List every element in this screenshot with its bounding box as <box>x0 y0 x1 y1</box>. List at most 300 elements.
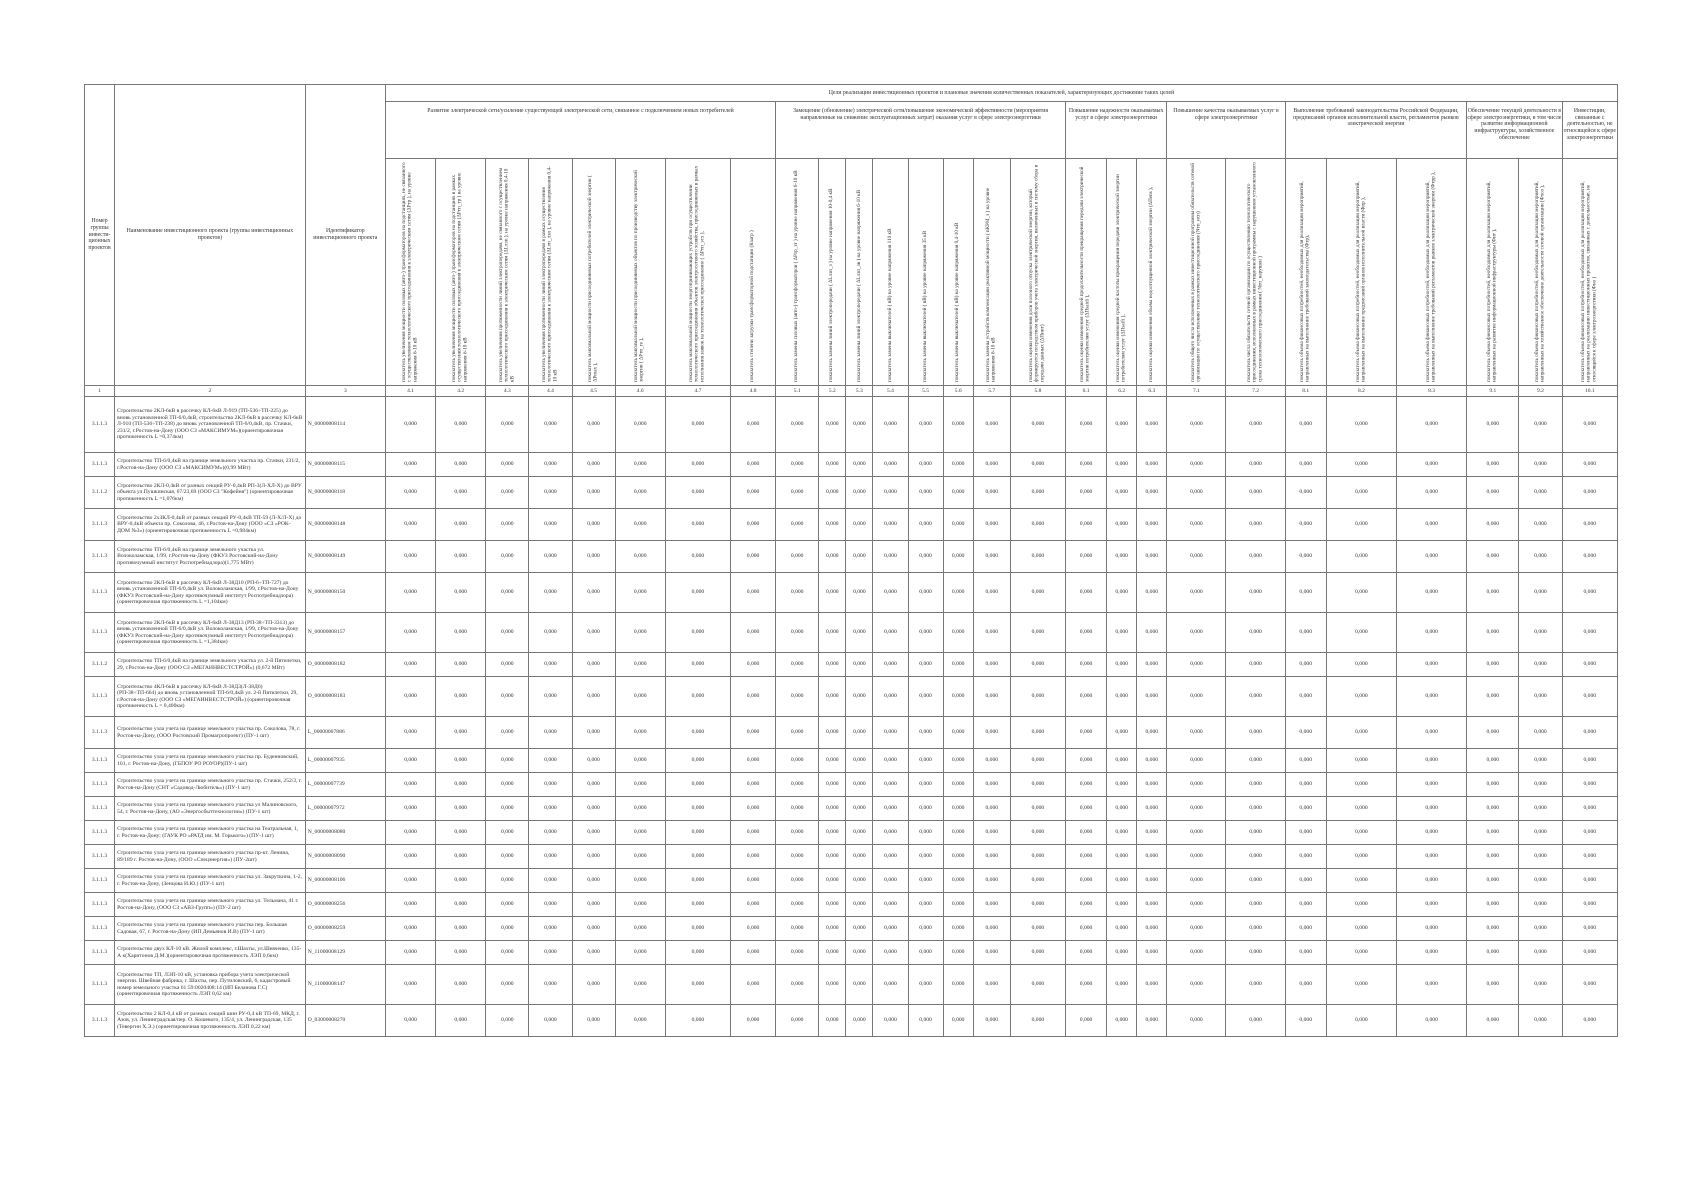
row-indicator-value: 0,000 <box>1562 573 1618 613</box>
row-project-id: L_00000007886 <box>305 717 385 749</box>
column-number: 8.3 <box>1397 386 1467 397</box>
column-number: 5.7 <box>973 386 1010 397</box>
row-project-name: Строительство ТП, ЛЭП-10 кВ, установка прибора учета электрической энергии. Швейная фабрика, г. Шахты, пер. Путиловский, 6, кадастровый номер земельного участка 61:59:0020408:14 (ИП Беланова Г.С)(ориентировочная протяженность ЛЭП 0,62 км) <box>115 965 306 1005</box>
row-indicator-value: 0,000 <box>1326 869 1396 893</box>
row-indicator-value: 0,000 <box>1010 821 1065 845</box>
row-indicator-value: 0,000 <box>1397 453 1467 477</box>
row-indicator-value: 0,000 <box>1167 613 1226 653</box>
row-indicator-value: 0,000 <box>1326 453 1396 477</box>
row-project-name: Строительство 2хЗКЛ-0,4кВ от разных секций РУ-0,4кВ ТП-59 (Л-Х/Л-Х) до ВРУ-0,4кВ объекта пр. Соколова, 46, г.Ростов-на-Дону (ООО «СЗ «РОК-ДОМ №3») (ориентировочная протяженность L =0,984км) <box>115 509 306 541</box>
row-indicator-value: 0,000 <box>615 573 665 613</box>
row-indicator-value: 0,000 <box>1326 893 1396 917</box>
row-indicator-value: 0,000 <box>1010 893 1065 917</box>
row-indicator-value: 0,000 <box>1397 821 1467 845</box>
row-indicator-value: 0,000 <box>615 773 665 797</box>
row-indicator-value: 0,000 <box>1137 613 1167 653</box>
row-indicator-value: 0,000 <box>1066 677 1107 717</box>
header-indicator <box>1285 159 1326 386</box>
row-indicator-value: 0,000 <box>1562 397 1618 453</box>
row-indicator-value: 0,000 <box>908 821 943 845</box>
column-number: 8.2 <box>1326 386 1396 397</box>
row-indicator-value: 0,000 <box>908 1005 943 1037</box>
row-indicator-value: 0,000 <box>819 397 846 453</box>
row-indicator-value: 0,000 <box>730 509 775 541</box>
row-project-name: Строительство 2КЛ-6кВ в рассечку КЛ-6кВ Л-38Д10 (РП-6÷ТП-727) до вновь установленной ТП-6/0,4кВ ул. Волоколамская, 1/99, г.Ростов-на-Дону (ФКУЗ Ростовский-на-Дону противочумный институт Роспотребнадзора) (ориентировочная протяженность L =1,104км) <box>115 573 306 613</box>
header-indicator <box>1066 159 1107 386</box>
row-indicator-value: 0,000 <box>1167 917 1226 941</box>
row-indicator-value: 0,000 <box>1562 1005 1618 1037</box>
row-indicator-value: 0,000 <box>1137 821 1167 845</box>
row-indicator-value: 0,000 <box>873 653 908 677</box>
row-indicator-value: 0,000 <box>486 509 529 541</box>
header-indicator <box>908 159 943 386</box>
row-indicator-value: 0,000 <box>819 749 846 773</box>
row-indicator-value: 0,000 <box>819 573 846 613</box>
row-indicator-value: 0,000 <box>1107 1005 1137 1037</box>
row-indicator-value: 0,000 <box>529 613 572 653</box>
row-project-name: Строительство узла учета на границе земельного участка пр. Стачки, 252/2, г. Ростов-на-Дону (СНТ «Садовод-Любитель») (ПУ-1 шт) <box>115 773 306 797</box>
row-indicator-value: 0,000 <box>730 573 775 613</box>
row-project-name: Строительство двух КЛ-10 кВ. Жилой комплекс, г.Шахты, ул.Шевченко, 135-А к(Харитонов Д.М.)(ориентировочная протяженность ЛЭП 0,6км) <box>115 941 306 965</box>
row-project-name: Строительство 2КЛ-0,4кВ от разных секций РУ-0,4кВ РП-3(Л-ХЛ-X) до ВРУ объекта ул.Пушкинская, 67/23,69 (ООО СЗ "Кофейня") (ориентировочная протяженность L =1,076км) <box>115 477 306 509</box>
row-indicator-value: 0,000 <box>1066 397 1107 453</box>
row-indicator-value: 0,000 <box>943 453 973 477</box>
row-indicator-value: 0,000 <box>1107 821 1137 845</box>
row-indicator-value: 0,000 <box>1562 509 1618 541</box>
row-indicator-value: 0,000 <box>1519 893 1562 917</box>
row-indicator-value: 0,000 <box>730 893 775 917</box>
row-indicator-value: 0,000 <box>486 477 529 509</box>
row-indicator-value: 0,000 <box>908 917 943 941</box>
row-indicator-value: 0,000 <box>1562 677 1618 717</box>
row-indicator-value: 0,000 <box>873 893 908 917</box>
row-indicator-value: 0,000 <box>819 941 846 965</box>
row-indicator-value: 0,000 <box>908 477 943 509</box>
row-indicator-value: 0,000 <box>486 1005 529 1037</box>
row-indicator-value: 0,000 <box>385 749 435 773</box>
row-indicator-value: 0,000 <box>973 917 1010 941</box>
row-indicator-value: 0,000 <box>1397 653 1467 677</box>
row-indicator-value: 0,000 <box>908 717 943 749</box>
header-group: Выполнение требований законодательства Российской Федерации, предписаний органов исполнительной власти, регламентов рынков электрической энергии <box>1285 102 1467 159</box>
column-number: 2 <box>115 386 306 397</box>
table-row <box>85 749 1618 773</box>
row-indicator-value: 0,000 <box>572 613 615 653</box>
row-indicator-value: 0,000 <box>1167 1005 1226 1037</box>
row-indicator-value: 0,000 <box>1562 773 1618 797</box>
row-indicator-value: 0,000 <box>776 717 819 749</box>
row-indicator-value: 0,000 <box>846 509 873 541</box>
row-indicator-value: 0,000 <box>1326 677 1396 717</box>
row-indicator-value: 0,000 <box>1167 477 1226 509</box>
row-indicator-value: 0,000 <box>1010 917 1065 941</box>
row-indicator-value: 0,000 <box>1519 573 1562 613</box>
row-indicator-value: 0,000 <box>846 1005 873 1037</box>
row-indicator-value: 0,000 <box>615 821 665 845</box>
row-indicator-value: 0,000 <box>572 821 615 845</box>
header-indicator <box>1137 159 1167 386</box>
row-indicator-value: 0,000 <box>1226 541 1285 573</box>
row-indicator-value: 0,000 <box>943 541 973 573</box>
row-indicator-value: 0,000 <box>1397 509 1467 541</box>
table-row <box>85 613 1618 653</box>
row-indicator-value: 0,000 <box>1467 677 1519 717</box>
row-indicator-value: 0,000 <box>1167 941 1226 965</box>
row-group-number: 3.1.1.3 <box>85 677 115 717</box>
row-indicator-value: 0,000 <box>572 749 615 773</box>
row-indicator-value: 0,000 <box>1010 717 1065 749</box>
table-row <box>85 773 1618 797</box>
row-indicator-value: 0,000 <box>1107 845 1137 869</box>
row-indicator-value: 0,000 <box>1167 965 1226 1005</box>
row-indicator-value: 0,000 <box>873 613 908 653</box>
row-indicator-value: 0,000 <box>572 677 615 717</box>
row-indicator-value: 0,000 <box>873 677 908 717</box>
row-indicator-value: 0,000 <box>973 773 1010 797</box>
table-row <box>85 453 1618 477</box>
row-indicator-value: 0,000 <box>943 477 973 509</box>
header-indicator-label: показатель числа обязательств сетевой организации по осуществлению технологического присоединения, исполненных в рамках инвестиционной программы с нарушением установленного срока технологического присоединения ( Nтп_нарушен ) <box>1245 162 1264 382</box>
row-indicator-value: 0,000 <box>436 917 486 941</box>
row-indicator-value: 0,000 <box>776 869 819 893</box>
row-indicator-value: 0,000 <box>615 749 665 773</box>
row-indicator-value: 0,000 <box>665 397 730 453</box>
row-indicator-value: 0,000 <box>846 917 873 941</box>
row-indicator-value: 0,000 <box>943 773 973 797</box>
row-indicator-value: 0,000 <box>908 653 943 677</box>
row-indicator-value: 0,000 <box>1285 773 1326 797</box>
header-indicator <box>1107 159 1137 386</box>
row-project-name: Строительство узла учета на границе земельного участка пер. Большая Садовая, 67, г. Ростов-на-Дону (ИП Демьянов И.В) (ПУ-1 шт) <box>115 917 306 941</box>
column-number: 3 <box>305 386 385 397</box>
table-row <box>85 869 1618 893</box>
row-indicator-value: 0,000 <box>486 845 529 869</box>
row-indicator-value: 0,000 <box>1326 509 1396 541</box>
row-indicator-value: 0,000 <box>1010 797 1065 821</box>
row-indicator-value: 0,000 <box>1137 941 1167 965</box>
row-indicator-value: 0,000 <box>846 845 873 869</box>
row-indicator-value: 0,000 <box>730 1005 775 1037</box>
column-number: 5.3 <box>846 386 873 397</box>
header-project-name: Наименование инвестиционного проекта (группы инвестиционных проектов) <box>115 85 306 386</box>
row-indicator-value: 0,000 <box>1137 917 1167 941</box>
table-row <box>85 541 1618 573</box>
row-indicator-value: 0,000 <box>385 821 435 845</box>
row-indicator-value: 0,000 <box>1167 845 1226 869</box>
row-indicator-value: 0,000 <box>776 965 819 1005</box>
row-indicator-value: 0,000 <box>943 613 973 653</box>
row-indicator-value: 0,000 <box>908 397 943 453</box>
row-group-number: 3.1.1.3 <box>85 917 115 941</box>
row-indicator-value: 0,000 <box>615 477 665 509</box>
row-indicator-value: 0,000 <box>730 749 775 773</box>
row-indicator-value: 0,000 <box>1467 477 1519 509</box>
column-number-row <box>85 386 1618 397</box>
row-project-name: Строительство 2КЛ-6кВ в рассечку КЛ-6кВ Л-919 (ТП-536÷ТП-225) до вновь установленной ТП-6/0,4кВ, строительство 2КЛ-6кВ в рассечку КЛ-6кВ Л-910 (ТП-536÷ТП-238) до вновь установленной ТП-6/0,4кВ, пр. Стачки, 231/2, г.Ростов-на-Дону (ООО СЗ «МАКСИМУМ»)(ориентировочная протяженность L =0,374км) <box>115 397 306 453</box>
row-indicator-value: 0,000 <box>1167 509 1226 541</box>
row-project-id: L_00000007935 <box>305 749 385 773</box>
column-number: 4.8 <box>730 386 775 397</box>
row-indicator-value: 0,000 <box>776 749 819 773</box>
header-indicator-label: показатель увеличения протяженности линий электропередачи в рамках осуществления технологического присоединения к электрическим сетям (ΔLтп_лэп ), на уровне напряжения 0,4-10 кВ <box>540 166 559 382</box>
row-indicator-value: 0,000 <box>908 677 943 717</box>
header-indicator-label: показатель увеличения мощности силовых (авто-) трансформаторов на подстанциях в рамках осуществления технологического присоединения к электрическим сетям (ΔPтп_тр ) на уровне напряжения 6-10 кВ <box>451 172 469 382</box>
row-indicator-value: 0,000 <box>1066 773 1107 797</box>
row-indicator-value: 0,000 <box>1467 509 1519 541</box>
row-indicator-value: 0,000 <box>730 677 775 717</box>
row-indicator-value: 0,000 <box>943 677 973 717</box>
row-group-number: 3.1.1.3 <box>85 869 115 893</box>
row-indicator-value: 0,000 <box>776 917 819 941</box>
row-indicator-value: 0,000 <box>1010 573 1065 613</box>
row-indicator-value: 0,000 <box>1226 869 1285 893</box>
row-indicator-value: 0,000 <box>776 893 819 917</box>
row-indicator-value: 0,000 <box>1326 653 1396 677</box>
row-indicator-value: 0,000 <box>819 541 846 573</box>
row-indicator-value: 0,000 <box>1285 397 1326 453</box>
header-indicator <box>730 159 775 386</box>
row-indicator-value: 0,000 <box>1285 917 1326 941</box>
row-indicator-value: 0,000 <box>973 397 1010 453</box>
row-indicator-value: 0,000 <box>1467 965 1519 1005</box>
row-indicator-value: 0,000 <box>1066 653 1107 677</box>
column-number: 5.6 <box>943 386 973 397</box>
row-indicator-value: 0,000 <box>385 917 435 941</box>
row-indicator-value: 0,000 <box>1562 869 1618 893</box>
row-indicator-value: 0,000 <box>385 893 435 917</box>
row-indicator-value: 0,000 <box>572 1005 615 1037</box>
row-indicator-value: 0,000 <box>908 797 943 821</box>
row-indicator-value: 0,000 <box>1066 453 1107 477</box>
column-number: 10.1 <box>1562 386 1618 397</box>
row-group-number: 3.1.1.3 <box>85 773 115 797</box>
row-indicator-value: 0,000 <box>973 613 1010 653</box>
row-indicator-value: 0,000 <box>1107 541 1137 573</box>
header-indicator-label: показатель замены устройств компенсации реактивной мощности ( nКРМ_з ) на уровне напряжения 6-10 кВ <box>985 187 997 382</box>
row-indicator-value: 0,000 <box>572 397 615 453</box>
row-indicator-value: 0,000 <box>436 653 486 677</box>
row-indicator-value: 0,000 <box>776 453 819 477</box>
row-indicator-value: 0,000 <box>819 717 846 749</box>
row-indicator-value: 0,000 <box>529 1005 572 1037</box>
row-indicator-value: 0,000 <box>1397 773 1467 797</box>
row-indicator-value: 0,000 <box>1397 717 1467 749</box>
row-indicator-value: 0,000 <box>1285 509 1326 541</box>
row-indicator-value: 0,000 <box>529 797 572 821</box>
row-indicator-value: 0,000 <box>486 613 529 653</box>
row-project-name: Строительство узла учета на границе земельного участка пр. Буденновский, 101, г. Ростов-на-Дону, (ГБПОУ РО РОУОР)(ПУ-1 шт) <box>115 749 306 773</box>
row-indicator-value: 0,000 <box>1107 941 1137 965</box>
row-indicator-value: 0,000 <box>776 613 819 653</box>
row-project-id: O_00000008183 <box>305 677 385 717</box>
table-row <box>85 893 1618 917</box>
table-row <box>85 821 1618 845</box>
row-indicator-value: 0,000 <box>665 773 730 797</box>
row-indicator-value: 0,000 <box>776 821 819 845</box>
row-indicator-value: 0,000 <box>665 1005 730 1037</box>
row-indicator-value: 0,000 <box>1226 477 1285 509</box>
row-group-number: 3.1.1.3 <box>85 717 115 749</box>
header-indicator-label: показатель увеличения мощности силовых (авто-) трансформаторов на подстанциях, не связанного с осуществлением технологического присоединения к электрическим сетям (ΔPтр ), на уровне напряжения 6-10 кВ <box>400 162 419 382</box>
row-indicator-value: 0,000 <box>943 509 973 541</box>
row-indicator-value: 0,000 <box>1397 893 1467 917</box>
row-indicator-value: 0,000 <box>385 477 435 509</box>
row-indicator-value: 0,000 <box>1107 397 1137 453</box>
row-indicator-value: 0,000 <box>665 941 730 965</box>
row-indicator-value: 0,000 <box>1285 797 1326 821</box>
row-indicator-value: 0,000 <box>615 965 665 1005</box>
row-indicator-value: 0,000 <box>1066 509 1107 541</box>
row-indicator-value: 0,000 <box>615 869 665 893</box>
row-indicator-value: 0,000 <box>436 965 486 1005</box>
row-indicator-value: 0,000 <box>1226 653 1285 677</box>
row-indicator-value: 0,000 <box>1326 821 1396 845</box>
row-indicator-value: 0,000 <box>665 541 730 573</box>
row-indicator-value: 0,000 <box>1519 613 1562 653</box>
column-number: 6.3 <box>1137 386 1167 397</box>
row-indicator-value: 0,000 <box>665 917 730 941</box>
row-indicator-value: 0,000 <box>1107 509 1137 541</box>
row-indicator-value: 0,000 <box>1519 477 1562 509</box>
row-indicator-value: 0,000 <box>1226 845 1285 869</box>
header-indicator <box>486 159 529 386</box>
row-indicator-value: 0,000 <box>1467 453 1519 477</box>
row-indicator-value: 0,000 <box>846 477 873 509</box>
row-indicator-value: 0,000 <box>529 453 572 477</box>
row-indicator-value: 0,000 <box>1285 749 1326 773</box>
row-indicator-value: 0,000 <box>730 845 775 869</box>
header-indicator-label: показатель максимальной мощности энергопринимающих устройств при осуществлении технологического присоединения объектов электросетевого хозяйства, присоединяемых в рамках исполнения заявок на технологическое присоединение ( ΔPтп_эсх ), <box>688 165 706 382</box>
row-group-number: 3.1.1.3 <box>85 453 115 477</box>
row-indicator-value: 0,000 <box>1467 1005 1519 1037</box>
row-indicator-value: 0,000 <box>1226 717 1285 749</box>
table-row <box>85 477 1618 509</box>
row-indicator-value: 0,000 <box>665 653 730 677</box>
row-indicator-value: 0,000 <box>1226 749 1285 773</box>
row-indicator-value: 0,000 <box>873 773 908 797</box>
row-indicator-value: 0,000 <box>615 613 665 653</box>
row-indicator-value: 0,000 <box>1562 821 1618 845</box>
row-indicator-value: 0,000 <box>1519 509 1562 541</box>
row-indicator-value: 0,000 <box>1285 613 1326 653</box>
row-indicator-value: 0,000 <box>846 797 873 821</box>
row-indicator-value: 0,000 <box>1010 613 1065 653</box>
row-indicator-value: 0,000 <box>486 965 529 1005</box>
row-indicator-value: 0,000 <box>1137 653 1167 677</box>
row-indicator-value: 0,000 <box>1107 613 1137 653</box>
row-indicator-value: 0,000 <box>1562 541 1618 573</box>
row-indicator-value: 0,000 <box>572 653 615 677</box>
row-indicator-value: 0,000 <box>1066 821 1107 845</box>
table-row <box>85 917 1618 941</box>
row-indicator-value: 0,000 <box>776 541 819 573</box>
row-indicator-value: 0,000 <box>385 541 435 573</box>
row-indicator-value: 0,000 <box>529 773 572 797</box>
header-indicator <box>846 159 873 386</box>
row-indicator-value: 0,000 <box>385 797 435 821</box>
row-indicator-value: 0,000 <box>1562 613 1618 653</box>
row-indicator-value: 0,000 <box>1285 965 1326 1005</box>
row-indicator-value: 0,000 <box>873 1005 908 1037</box>
row-indicator-value: 0,000 <box>1167 717 1226 749</box>
header-indicator-label: показатель замены силовых (авто-) трансформаторов ( ΔPтр_зт ) на уровне напряжения 6-10 кВ <box>793 170 800 382</box>
row-indicator-value: 0,000 <box>943 653 973 677</box>
row-indicator-value: 0,000 <box>943 397 973 453</box>
header-project-id: Идентификатор инвестиционного проекта <box>305 85 385 386</box>
row-indicator-value: 0,000 <box>436 397 486 453</box>
row-indicator-value: 0,000 <box>776 397 819 453</box>
row-indicator-value: 0,000 <box>1467 717 1519 749</box>
row-indicator-value: 0,000 <box>1226 573 1285 613</box>
row-indicator-value: 0,000 <box>873 917 908 941</box>
header-indicator <box>1326 159 1396 386</box>
row-indicator-value: 0,000 <box>1167 797 1226 821</box>
row-indicator-value: 0,000 <box>1066 845 1107 869</box>
row-indicator-value: 0,000 <box>1519 717 1562 749</box>
row-indicator-value: 0,000 <box>1137 1005 1167 1037</box>
row-indicator-value: 0,000 <box>665 613 730 653</box>
row-indicator-value: 0,000 <box>665 797 730 821</box>
table-row <box>85 845 1618 869</box>
row-indicator-value: 0,000 <box>615 717 665 749</box>
column-number: 4.4 <box>529 386 572 397</box>
row-indicator-value: 0,000 <box>486 541 529 573</box>
row-indicator-value: 0,000 <box>1285 845 1326 869</box>
row-indicator-value: 0,000 <box>615 453 665 477</box>
row-indicator-value: 0,000 <box>1137 453 1167 477</box>
column-number: 7.1 <box>1167 386 1226 397</box>
row-indicator-value: 0,000 <box>1066 917 1107 941</box>
row-indicator-value: 0,000 <box>1562 453 1618 477</box>
row-indicator-value: 0,000 <box>665 477 730 509</box>
row-indicator-value: 0,000 <box>1010 677 1065 717</box>
row-indicator-value: 0,000 <box>486 821 529 845</box>
row-group-number: 3.1.1.3 <box>85 845 115 869</box>
row-indicator-value: 0,000 <box>1467 573 1519 613</box>
header-indicator <box>943 159 973 386</box>
row-indicator-value: 0,000 <box>572 773 615 797</box>
row-group-number: 3.1.1.3 <box>85 541 115 573</box>
row-indicator-value: 0,000 <box>908 941 943 965</box>
row-project-id: N_00000008090 <box>305 845 385 869</box>
row-group-number: 3.1.1.3 <box>85 1005 115 1037</box>
row-indicator-value: 0,000 <box>1010 941 1065 965</box>
row-indicator-value: 0,000 <box>572 965 615 1005</box>
row-indicator-value: 0,000 <box>1107 677 1137 717</box>
row-indicator-value: 0,000 <box>908 869 943 893</box>
row-indicator-value: 0,000 <box>846 941 873 965</box>
row-indicator-value: 0,000 <box>1137 893 1167 917</box>
row-group-number: 3.1.1.3 <box>85 573 115 613</box>
row-indicator-value: 0,000 <box>385 613 435 653</box>
row-indicator-value: 0,000 <box>730 869 775 893</box>
row-indicator-value: 0,000 <box>615 797 665 821</box>
row-indicator-value: 0,000 <box>776 677 819 717</box>
row-indicator-value: 0,000 <box>1137 573 1167 613</box>
row-indicator-value: 0,000 <box>873 541 908 573</box>
row-indicator-value: 0,000 <box>1010 477 1065 509</box>
row-project-name: Строительство узла учета на границе земельного участка ул. Закруткина, 1-2, г. Ростов-на-Дону, (Зенцова И.Ю.) (ПУ-1 шт) <box>115 869 306 893</box>
row-indicator-value: 0,000 <box>1397 869 1467 893</box>
header-indicator <box>1226 159 1285 386</box>
row-indicator-value: 0,000 <box>1285 893 1326 917</box>
header-group: Повышение надежности оказываемых услуг в сфере электроэнергетики <box>1066 102 1167 159</box>
row-indicator-value: 0,000 <box>529 477 572 509</box>
header-indicator <box>1562 159 1618 386</box>
row-indicator-value: 0,000 <box>529 573 572 613</box>
row-project-id: N_00000008150 <box>305 573 385 613</box>
row-indicator-value: 0,000 <box>665 845 730 869</box>
